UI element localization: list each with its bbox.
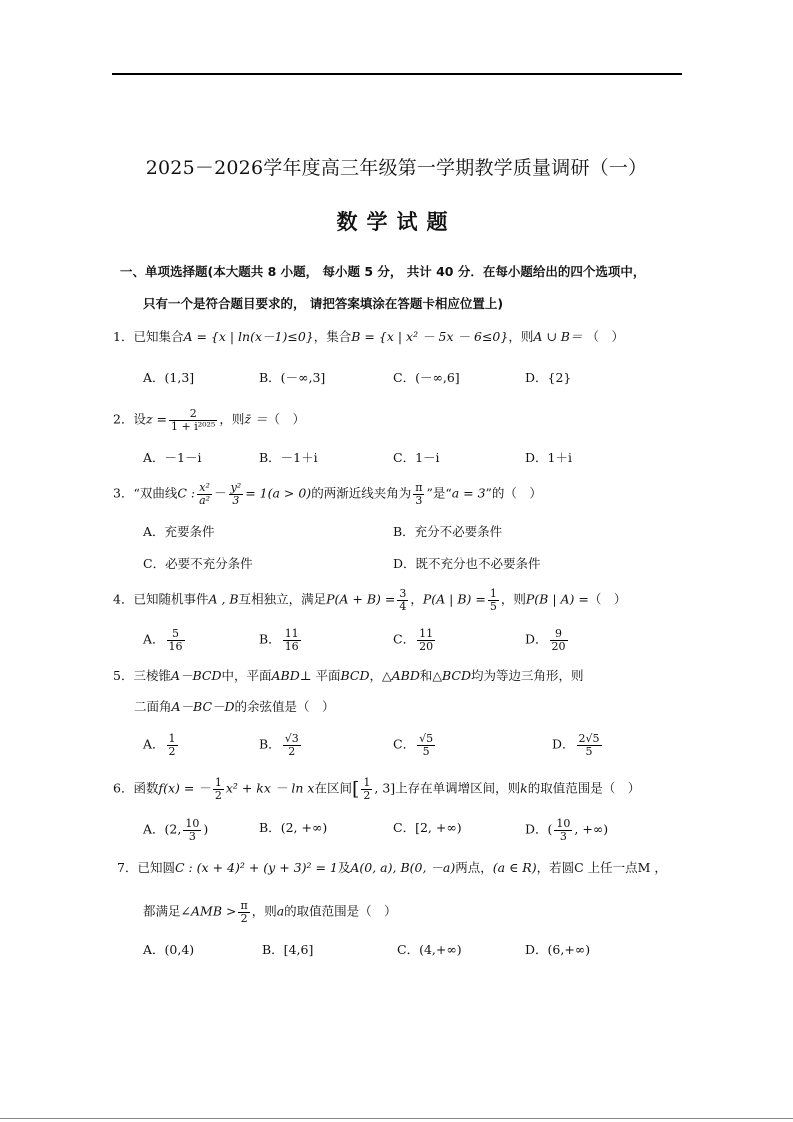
q6-d-label: D． — [525, 821, 548, 837]
q5-c-frac — [417, 733, 435, 757]
question-2-stem — [113, 408, 305, 432]
q3-mid2: ”是“ — [426, 485, 452, 501]
q5-c-num: √5 — [419, 732, 434, 745]
q5-and: 和 — [419, 668, 433, 683]
q4-c-frac — [417, 628, 435, 652]
q4-a-label: A． — [143, 631, 165, 647]
q6-frac-interval-num: 1 — [363, 776, 371, 789]
q4-c-label: C． — [393, 631, 416, 647]
q7-frac-den: 2 — [240, 911, 248, 925]
q4-d-num: 9 — [550, 628, 568, 641]
q6-mid: 在区间 — [314, 780, 352, 796]
q5-pyramid: A－BCD — [170, 668, 222, 683]
q4-mid: 互相独立，满足 — [238, 591, 327, 607]
q4-frac-2 — [488, 588, 499, 612]
q6-a-frac — [183, 818, 201, 842]
q6-frac-coef-den: 2 — [214, 788, 222, 802]
q2-option-b[interactable]: B．－1＋i — [259, 450, 318, 465]
q7-points: A(0, a), B(0, －a) — [350, 860, 456, 875]
q6-b-text: (2, +∞) — [280, 820, 328, 835]
section-heading-line1: 一、单项选择题(本大题共 8 小题， 每小题 5 分， 共计 40 分．在每小题给出的四个选项中， — [120, 264, 646, 279]
q2-mid: ，则 — [219, 411, 245, 427]
q7-mid: 及 — [337, 860, 351, 875]
q4-d-den: 20 — [551, 639, 566, 653]
q6-mid2: 上存在单调增区间，则 — [395, 780, 521, 796]
q7-prefix: 7．已知圆 — [117, 860, 175, 875]
q4-sep: ， — [410, 591, 423, 607]
q4-b-num: 11 — [284, 627, 299, 640]
q6-interval-left: [ — [351, 778, 360, 801]
q6-option-d[interactable] — [525, 818, 608, 842]
q7-line1-end: ，若圆C 上任一点M ， — [536, 860, 667, 875]
q5-c-den: 5 — [422, 744, 430, 758]
q7-frac-num: π — [240, 899, 248, 912]
q3-cond: a = 3 — [451, 485, 486, 501]
q5-a-num: 1 — [168, 732, 176, 745]
q1-option-b[interactable]: B．(－∞,3] — [259, 370, 326, 385]
q7-circle: C : (x + 4)² + (y + 3)² = 1 — [174, 860, 338, 875]
q6-f: f(x) = － — [158, 780, 211, 796]
q1-mid: ，集合 — [313, 329, 352, 344]
q6-end: 的取值范围是（ ） — [527, 780, 641, 796]
q7-option-d[interactable]: D．(6,+∞) — [525, 942, 591, 957]
top-rule — [112, 73, 682, 75]
q6-k: k — [520, 780, 528, 796]
q5-perp: ⊥ 平面 — [299, 668, 341, 683]
q4-p-union: P(A + B) = — [326, 591, 396, 607]
q3-end: ”的（ ） — [485, 485, 542, 501]
q4-b-den: 16 — [284, 639, 299, 653]
q2-option-d[interactable]: D．1＋i — [525, 450, 572, 465]
q6-d-frac — [554, 818, 572, 842]
q1-set-a: A = {x | ln(x－1)≤0} — [183, 329, 314, 344]
q4-end: （ ） — [588, 591, 627, 607]
q5-a-den: 2 — [168, 744, 176, 758]
q3-frac-angle-num: π — [415, 481, 423, 494]
q6-option-a[interactable] — [143, 818, 208, 842]
q5-a-label: A． — [143, 736, 165, 752]
q6-c-label: C． — [393, 820, 416, 835]
q1-prefix: 1．已知集合 — [113, 329, 184, 344]
q4-a-num: 5 — [167, 628, 185, 641]
q6-option-b[interactable] — [259, 818, 327, 836]
q3-option-a[interactable]: A．充要条件 — [143, 524, 215, 539]
q3-frac-y-den: 3 — [232, 493, 240, 507]
q4-c-num: 11 — [419, 627, 434, 640]
page-title: 2025－2026学年度高三年级第一学期教学质量调研（一） — [145, 157, 648, 179]
q2-option-a[interactable]: A．－1－i — [143, 450, 202, 465]
q5-b-num: √3 — [284, 732, 299, 745]
q4-p-target: P(B | A) = — [525, 591, 589, 607]
q7-line2-end: 的取值范围是（ ） — [284, 903, 397, 919]
q7-option-b[interactable]: B．[4,6] — [262, 942, 314, 957]
q7-domain: (a ∈ R) — [492, 860, 537, 875]
q6-interval-right: , 3] — [374, 780, 396, 796]
q2-fraction — [169, 408, 217, 432]
q3-minus: － — [214, 485, 227, 501]
q6-a-text: (2, — [164, 821, 182, 837]
q3-frac-x-den: a² — [199, 493, 211, 507]
q6-prefix: 6．函数 — [113, 780, 159, 796]
question-1-stem — [113, 327, 624, 345]
q5-line1-end: 均为等边三角形，则 — [471, 668, 584, 683]
q7-line2-mid: ，则 — [251, 903, 277, 919]
q5-b-frac — [283, 733, 301, 757]
q6-frac-interval — [361, 777, 372, 801]
q5-option-d[interactable] — [552, 733, 604, 757]
q6-c-text: [2, +∞) — [415, 820, 462, 835]
q5-c-label: C． — [393, 736, 416, 752]
question-7-stem-line2 — [143, 900, 397, 924]
q3-c: C : — [177, 485, 196, 501]
bottom-rule — [0, 1118, 793, 1119]
q1-union: A ∪ B＝ — [533, 329, 583, 344]
question-3-stem — [113, 482, 542, 506]
q5-option-b[interactable] — [259, 733, 303, 757]
q7-angle: ∠AMB > — [180, 903, 237, 919]
q7-option-c[interactable]: C．(4,+∞) — [397, 942, 462, 957]
q4-prefix: 4．已知随机事件 — [113, 591, 209, 607]
q4-frac-1-num: 3 — [399, 587, 407, 600]
q3-frac-y — [229, 482, 244, 506]
q3-frac-y-num: y² — [230, 481, 242, 494]
q1-option-c[interactable]: C．(－∞,6] — [393, 370, 460, 385]
q3-option-d[interactable]: D．既不充分也不必要条件 — [393, 556, 541, 571]
q5-option-c[interactable] — [393, 733, 437, 757]
q3-option-b[interactable]: B．充分不必要条件 — [393, 524, 503, 539]
q5-tri-bcd: △BCD — [432, 668, 472, 683]
q4-frac-1 — [397, 588, 408, 612]
q4-frac-2-den: 5 — [489, 599, 497, 613]
q5-d-frac — [577, 733, 602, 757]
q6-a-den: 3 — [188, 829, 196, 843]
q3-frac-angle-den: 3 — [415, 493, 423, 507]
q2-z: z = — [145, 411, 167, 427]
q4-option-d[interactable] — [525, 628, 570, 652]
q5-b-den: 2 — [288, 744, 296, 758]
q5-dihedral: A－BC－D — [171, 699, 235, 714]
q3-frac-x-num: x² — [197, 482, 212, 495]
q5-line2-prefix: 二面角 — [134, 699, 172, 714]
q7-mid2: 两点， — [455, 860, 493, 875]
q6-d-num: 10 — [556, 817, 571, 830]
q4-option-c[interactable] — [393, 628, 437, 652]
q3-frac-x — [197, 482, 212, 506]
q4-a-frac — [167, 628, 185, 652]
q2-zbar: z̄ ＝ — [244, 411, 268, 427]
q6-frac-interval-den: 2 — [363, 788, 371, 802]
question-6-stem — [113, 777, 640, 801]
q7-line2-prefix: 都满足 — [143, 903, 181, 919]
q6-a-close: ) — [203, 821, 209, 837]
q5-d-den: 5 — [585, 744, 593, 758]
q5-b-label: B． — [259, 736, 281, 752]
q6-d-text: ( — [547, 821, 553, 837]
question-4-stem — [113, 588, 626, 612]
q4-c-den: 20 — [419, 639, 434, 653]
q3-prefix: 3．“双曲线 — [113, 485, 178, 501]
q3-mid: 的两渐近线夹角为 — [311, 485, 412, 501]
q3-eq: = 1(a > 0) — [245, 485, 312, 501]
q4-ab: A , B — [208, 591, 239, 607]
q3-frac-angle — [413, 482, 424, 506]
question-5-stem-line2 — [134, 697, 335, 715]
q7-option-a[interactable]: A．(0,4) — [143, 942, 195, 957]
q5-option-a[interactable] — [143, 733, 180, 757]
q1-option-a[interactable]: A．(1,3] — [143, 370, 195, 385]
q6-d-den: 3 — [559, 829, 567, 843]
q5-plane-abd: ABD — [271, 668, 300, 683]
q4-p-cond: P(A | B) = — [422, 591, 486, 607]
q4-option-b[interactable] — [259, 628, 303, 652]
q4-d-label: D． — [525, 631, 548, 647]
q4-option-a[interactable] — [143, 628, 187, 652]
q4-a-den: 16 — [168, 639, 183, 653]
q4-d-frac — [550, 628, 568, 652]
q2-prefix: 2．设 — [113, 411, 146, 427]
section-heading-line2: 只有一个是符合题目要求的， 请把答案填涂在答题卡相应位置上) — [143, 296, 504, 311]
q1-set-b: B = {x | x² － 5x － 6≤0} — [351, 329, 509, 344]
q6-a-label: A． — [143, 821, 165, 837]
q4-mid2: ，则 — [500, 591, 526, 607]
q5-plane-bcd: BCD — [340, 668, 370, 683]
q5-d-label: D． — [552, 736, 575, 752]
q6-a-num: 10 — [185, 817, 200, 830]
q6-frac-coef-num: 1 — [214, 776, 222, 789]
q7-a: a — [276, 903, 285, 919]
q7-frac — [238, 900, 249, 924]
q5-a-frac — [167, 733, 178, 757]
q4-frac-2-num: 1 — [489, 587, 497, 600]
q5-d-num: 2√5 — [578, 732, 600, 745]
q3-option-c[interactable]: C．必要不充分条件 — [143, 556, 253, 571]
question-5-stem-line1 — [113, 666, 584, 684]
q6-d-close: , +∞) — [574, 821, 609, 837]
q2-frac-den: 1 + i²⁰²⁵ — [171, 419, 216, 433]
q4-b-label: B． — [259, 631, 281, 647]
q2-end: （ ） — [267, 411, 305, 427]
page-subtitle: 数学试题 — [336, 210, 457, 234]
q5-mid: 中，平面 — [221, 668, 272, 683]
q1-end: （ ） — [586, 329, 624, 344]
q1-mid2: ，则 — [508, 329, 534, 344]
question-7-stem-line1 — [117, 858, 667, 876]
q5-tri-abd: △ABD — [382, 668, 420, 683]
q4-b-frac — [283, 628, 301, 652]
q6-option-c[interactable] — [393, 818, 462, 836]
q6-f-rest: x² + kx － ln x — [225, 780, 315, 796]
q4-frac-1-den: 4 — [399, 599, 407, 613]
q1-option-d[interactable]: D．{2} — [525, 370, 572, 385]
q5-line2-end: 的余弦值是（ ） — [234, 699, 335, 714]
q6-frac-coef — [213, 777, 224, 801]
q2-frac-num: 2 — [169, 408, 217, 421]
q5-sep: ， — [369, 668, 383, 683]
q6-b-label: B． — [259, 820, 281, 835]
q2-option-c[interactable]: C．1－i — [393, 450, 440, 465]
q5-prefix: 5．三棱锥 — [113, 668, 171, 683]
